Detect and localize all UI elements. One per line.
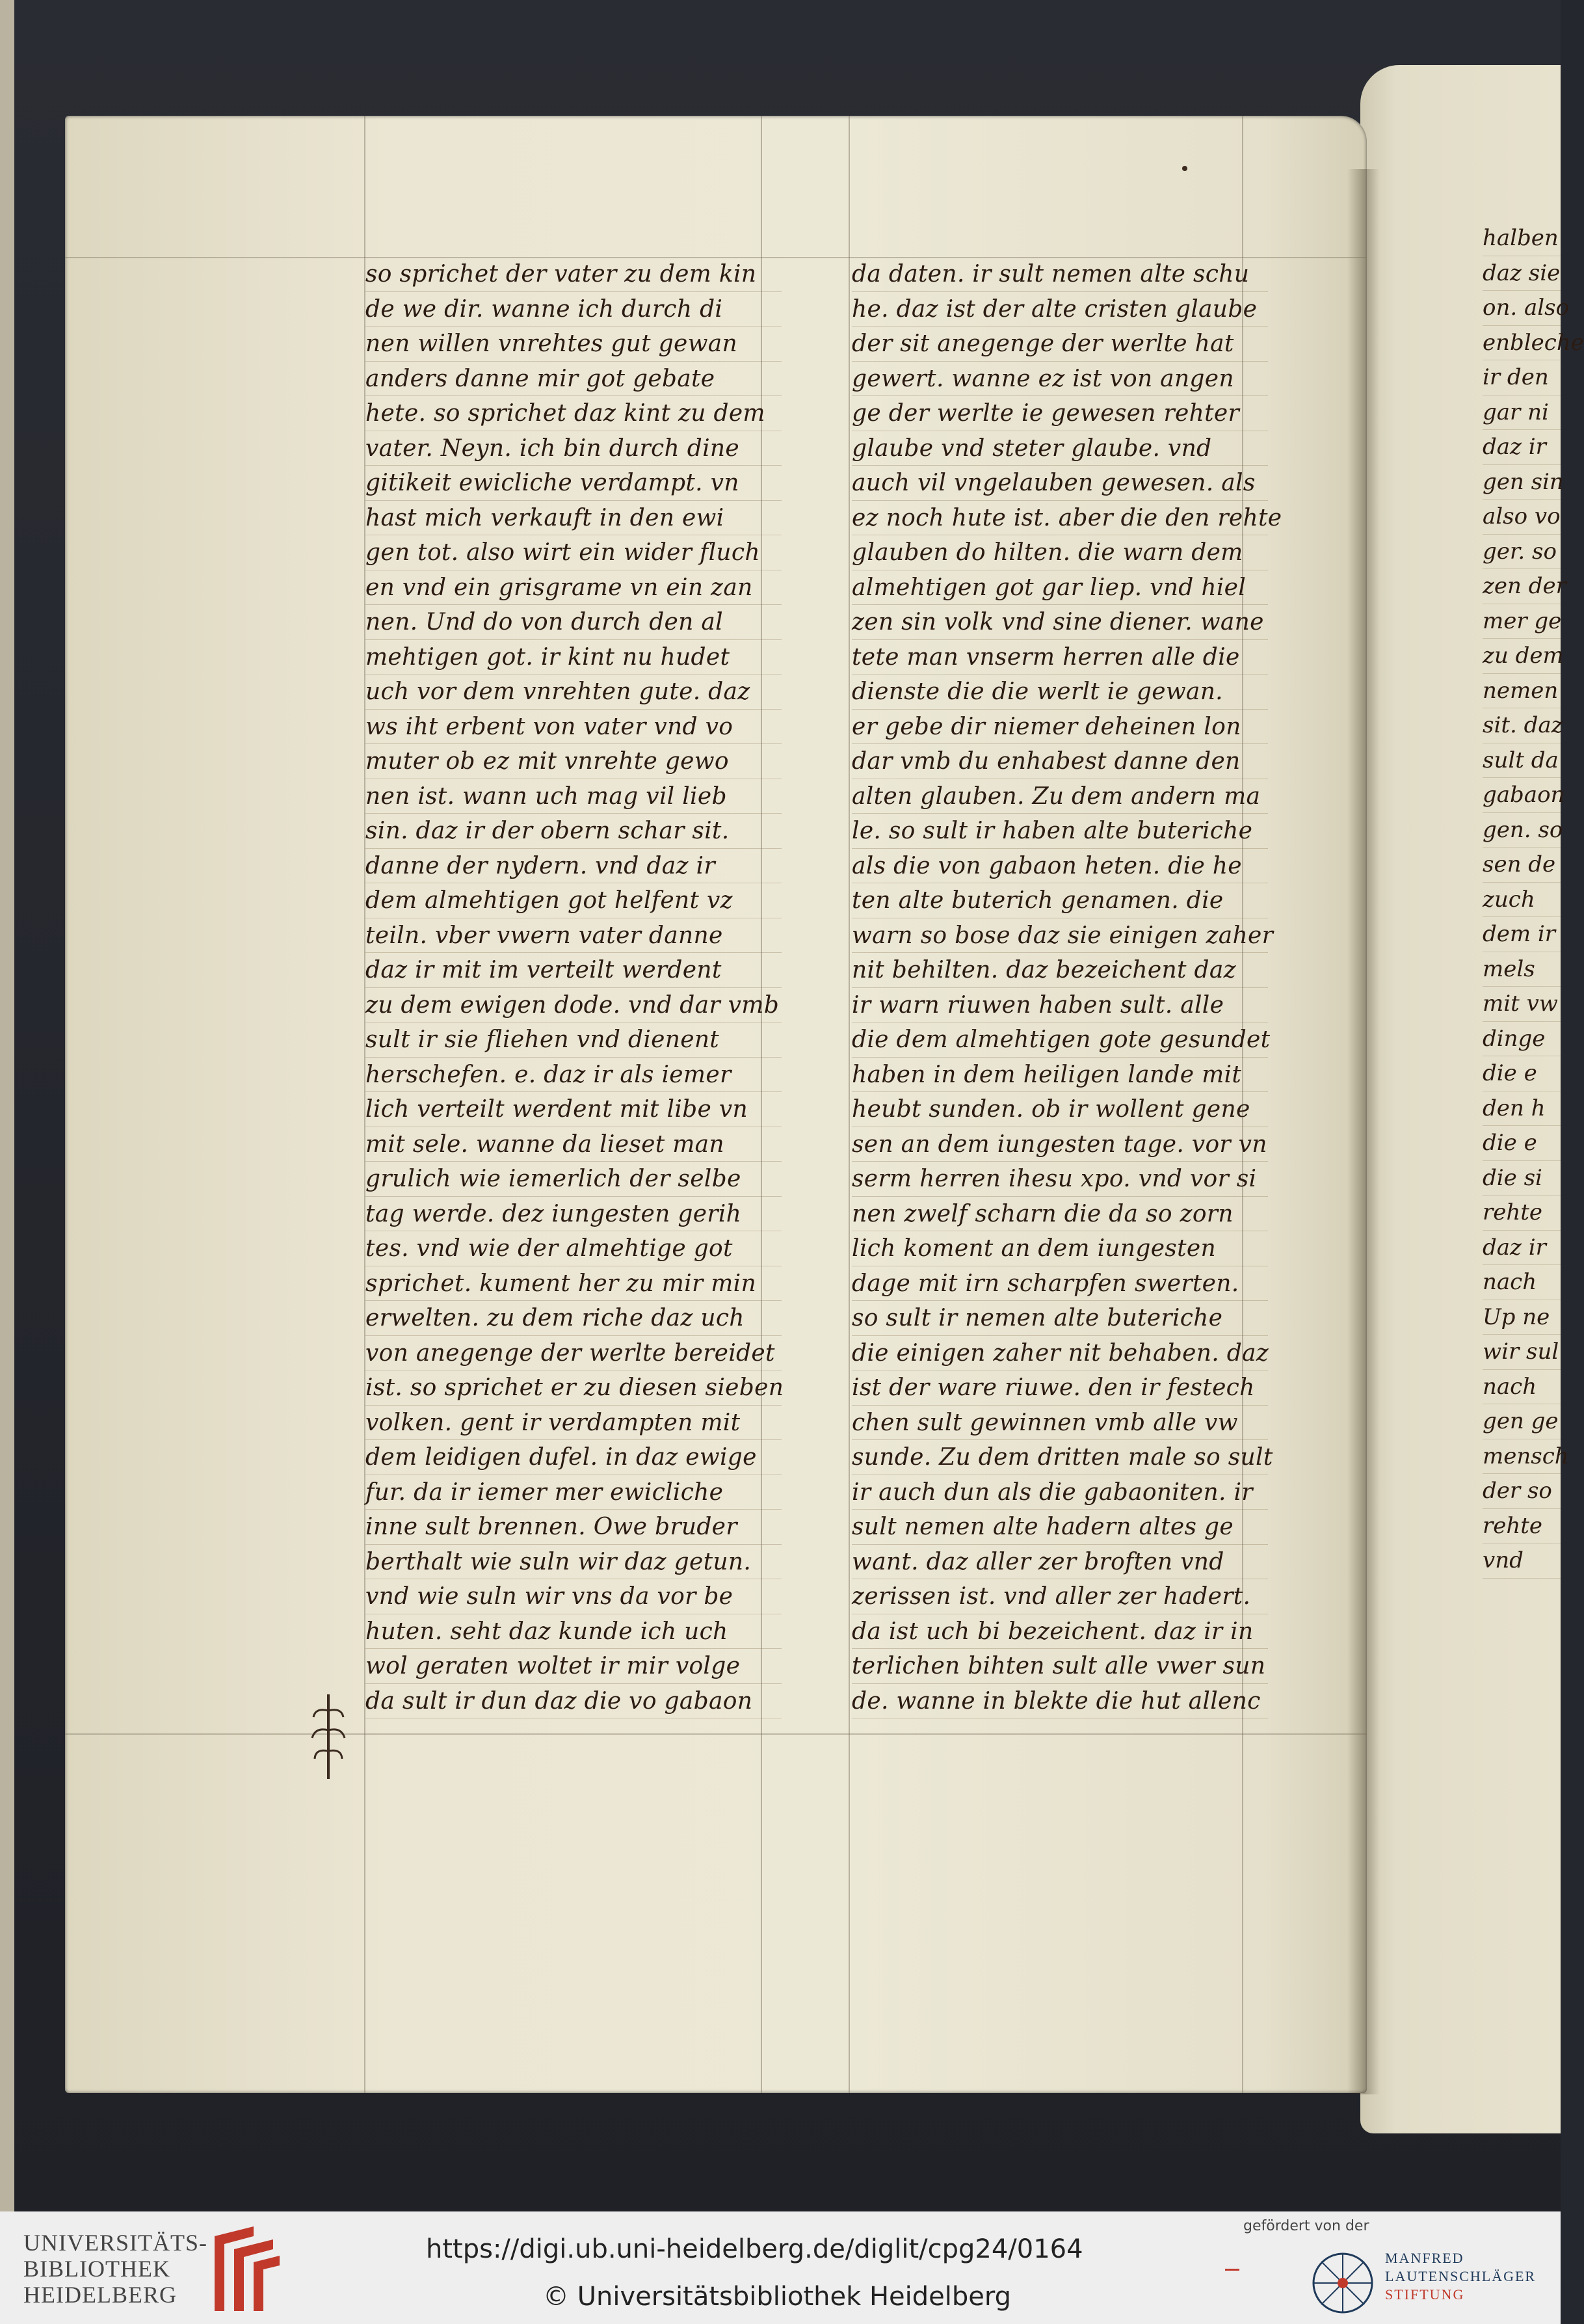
ruling-line <box>849 116 850 2093</box>
foundation-name <box>1385 2249 1536 2304</box>
manuscript-line: grulich wie iemerlich der selbe <box>365 1162 782 1197</box>
manuscript-line: erwelten. zu dem riche daz uch <box>365 1301 782 1336</box>
manuscript-line: dem ir <box>1483 917 1561 952</box>
manuscript-line: on. also <box>1483 291 1561 326</box>
manuscript-line: muter ob ez mit vnrehte gewo <box>365 744 782 779</box>
manuscript-line: inne sult brennen. Owe bruder <box>365 1510 782 1545</box>
text-column-right <box>852 257 1282 1718</box>
manuscript-line: terlichen bihten sult alle vwer sun <box>852 1649 1268 1684</box>
manuscript-line: er gebe dir niemer deheinen lon <box>852 710 1268 745</box>
manuscript-line: nen ist. wann uch mag vil lieb <box>365 779 782 814</box>
manuscript-line: da ist uch bi bezeichent. daz ir in <box>852 1614 1268 1650</box>
manuscript-line: gen sin <box>1483 465 1561 500</box>
book-edge <box>0 0 14 2211</box>
manuscript-line: sprichet. kument her zu mir min <box>365 1266 782 1302</box>
manuscript-line: als die von gabaon heten. die he <box>852 849 1268 884</box>
library-name-line: BIBLIOTHEK <box>23 2256 170 2282</box>
manuscript-line: zen sin volk vnd sine diener. wane <box>852 605 1268 640</box>
manuscript-line: danne der nydern. vnd daz ir <box>365 849 782 884</box>
manuscript-line: teiln. vber vwern vater danne <box>365 918 782 954</box>
manuscript-line: en vnd ein grisgrame vn ein zan <box>365 570 782 606</box>
manuscript-line: nen zwelf scharn die da so zorn <box>852 1197 1268 1232</box>
manuscript-line: gen. so <box>1483 813 1561 848</box>
manuscript-line: ir auch dun als die gabaoniten. ir <box>852 1475 1268 1510</box>
library-name-line: UNIVERSITÄTS- <box>23 2230 207 2256</box>
text-column-left <box>365 257 782 1718</box>
page-url-link[interactable]: https://digi.ub.uni-heidelberg.de/diglit/cpg24/0164 <box>426 2234 1083 2264</box>
manuscript-line: die einigen zaher nit behaben. daz <box>852 1336 1268 1371</box>
manuscript-line: also vo <box>1483 500 1561 535</box>
manuscript-line: die dem almehtigen gote gesundet <box>852 1022 1268 1058</box>
manuscript-line: ez noch hute ist. aber die den rehte <box>852 501 1268 536</box>
manuscript-line: nit behilten. daz bezeichent daz <box>852 953 1268 988</box>
manuscript-line: berthalt wie suln wir daz getun. <box>365 1545 782 1580</box>
manuscript-line: gar ni <box>1483 395 1561 431</box>
library-name-line: HEIDELBERG <box>23 2282 177 2308</box>
manuscript-line: sen an dem iungesten tage. vor vn <box>852 1127 1268 1162</box>
manuscript-line: sit. daz <box>1483 708 1561 743</box>
manuscript-line: mit sele. wanne da lieset man <box>365 1127 782 1162</box>
manuscript-line: gen ge <box>1483 1404 1561 1439</box>
manuscript-line: halben <box>1483 221 1561 256</box>
copyright-notice: © Universitätsbibliothek Heidelberg <box>543 2282 1012 2312</box>
manuscript-line: nemen <box>1483 674 1561 709</box>
foundation-name-line: MANFRED <box>1385 2250 1464 2266</box>
manuscript-line: de. wanne in blekte die hut allenc <box>852 1684 1268 1719</box>
manuscript-line: mensch <box>1483 1439 1561 1475</box>
manuscript-line: ge der werlte ie gewesen rehter <box>852 396 1268 431</box>
library-name <box>23 2230 207 2308</box>
manuscript-line: huten. seht daz kunde ich uch <box>365 1614 782 1650</box>
manuscript-line: ir den <box>1483 360 1561 395</box>
manuscript-line: mit vw <box>1483 987 1561 1022</box>
book-gutter <box>1347 169 1380 2094</box>
manuscript-line: dienste die die werlt ie gewan. <box>852 674 1268 710</box>
manuscript-line: hast mich verkauft in den ewi <box>365 501 782 536</box>
manuscript-line: ten alte buterich genamen. die <box>852 883 1268 918</box>
manuscript-line: daz ir mit im verteilt werdent <box>365 953 782 988</box>
viewer-footer <box>0 2211 1561 2324</box>
manuscript-line: zu dem <box>1483 639 1561 674</box>
manuscript-line: sen de <box>1483 848 1561 883</box>
manuscript-line: gen tot. also wirt ein wider fluch <box>365 535 782 570</box>
manuscript-line: so sult ir nemen alte buteriche <box>852 1301 1268 1336</box>
manuscript-line: uch vor dem vnrehten gute. daz <box>365 674 782 710</box>
manuscript-line: tete man vnserm herren alle die <box>852 640 1268 675</box>
manuscript-line: glauben do hilten. die warn dem <box>852 535 1268 570</box>
manuscript-line: mels <box>1483 952 1561 987</box>
manuscript-line: le. so sult ir haben alte buteriche <box>852 814 1268 849</box>
manuscript-line: daz sie <box>1483 256 1561 291</box>
manuscript-line: vater. Neyn. ich bin durch dine <box>365 431 782 466</box>
ink-spot <box>1182 166 1187 171</box>
manuscript-line: heubt sunden. ob ir wollent gene <box>852 1092 1268 1127</box>
manuscript-line: die e <box>1483 1056 1561 1091</box>
manuscript-line: nen. Und do von durch den al <box>365 605 782 640</box>
manuscript-line: so sprichet der vater zu dem kin <box>365 257 782 292</box>
manuscript-line: ws iht erbent von vater vnd vo <box>365 710 782 745</box>
manuscript-line: dem almehtigen got helfent vz <box>365 883 782 918</box>
manuscript-line: zen der <box>1483 569 1561 604</box>
manuscript-line: ir warn riuwen haben sult. alle <box>852 988 1268 1023</box>
manuscript-line: da sult ir dun daz die vo gabaon <box>365 1684 782 1719</box>
foundation-name-line: LAUTENSCHLÄGER <box>1385 2268 1537 2284</box>
manuscript-line: hete. so sprichet daz kint zu dem <box>365 396 782 431</box>
manuscript-line: rehte <box>1483 1509 1561 1544</box>
manuscript-line: zu dem ewigen dode. vnd dar vmb <box>365 988 782 1023</box>
manuscript-line: dar vmb du enhabest danne den <box>852 744 1268 779</box>
manuscript-line: mer ge <box>1483 604 1561 639</box>
manuscript-line: vnd <box>1483 1543 1561 1579</box>
manuscript-line: gewert. wanne ez ist von angen <box>852 362 1268 397</box>
manuscript-line: zerissen ist. vnd aller zer hadert. <box>852 1579 1268 1614</box>
funded-label: gefördert von der <box>1243 2218 1369 2234</box>
ruling-line <box>65 1733 1367 1735</box>
manuscript-line: daz ir <box>1483 1231 1561 1266</box>
manuscript-line: dem leidigen dufel. in daz ewige <box>365 1440 782 1475</box>
manuscript-line: vnd wie suln wir vns da vor be <box>365 1579 782 1614</box>
marginal-flourish-icon <box>306 1691 351 1782</box>
manuscript-line: daz ir <box>1483 430 1561 465</box>
manuscript-line: enbleche <box>1483 326 1561 361</box>
manuscript-line: serm herren ihesu xpo. vnd vor si <box>852 1162 1268 1197</box>
manuscript-line: ger. so <box>1483 535 1561 570</box>
foundation-logo-icon <box>1307 2247 1382 2319</box>
accent-dash <box>1225 2269 1239 2271</box>
manuscript-line: he. daz ist der alte cristen glaube <box>852 292 1268 327</box>
manuscript-line: sult ir sie fliehen vnd dienent <box>365 1022 782 1058</box>
manuscript-line: den h <box>1483 1091 1561 1127</box>
manuscript-line: de we dir. wanne ich durch di <box>365 292 782 327</box>
manuscript-line: gitikeit ewicliche verdampt. vn <box>365 466 782 501</box>
manuscript-line: nach <box>1483 1370 1561 1405</box>
manuscript-line: glaube vnd steter glaube. vnd <box>852 431 1268 466</box>
manuscript-line: wir sul <box>1483 1335 1561 1370</box>
manuscript-line: der so <box>1483 1474 1561 1509</box>
facing-page-text <box>1483 221 1584 1579</box>
manuscript-line: Up ne <box>1483 1300 1561 1335</box>
manuscript-line: von anegenge der werlte bereidet <box>365 1336 782 1371</box>
manuscript-line: zuch <box>1483 883 1561 918</box>
manuscript-line: mehtigen got. ir kint nu hudet <box>365 640 782 675</box>
manuscript-line: da daten. ir sult nemen alte schu <box>852 257 1268 292</box>
manuscript-line: lich koment an dem iungesten <box>852 1231 1268 1266</box>
manuscript-line: dinge <box>1483 1022 1561 1057</box>
manuscript-line: wol geraten woltet ir mir volge <box>365 1649 782 1684</box>
manuscript-line: nen willen vnrehtes gut gewan <box>365 327 782 362</box>
manuscript-line: nach <box>1483 1265 1561 1300</box>
manuscript-line: rehte <box>1483 1195 1561 1231</box>
manuscript-line: sult da <box>1483 743 1561 779</box>
manuscript-line: sin. daz ir der obern schar sit. <box>365 814 782 849</box>
manuscript-line: ist der ware riuwe. den ir festech <box>852 1370 1268 1406</box>
manuscript-line: auch vil vngelauben gewesen. als <box>852 466 1268 501</box>
manuscript-line: der sit anegenge der werlte hat <box>852 327 1268 362</box>
manuscript-line: haben in dem heiligen lande mit <box>852 1058 1268 1093</box>
manuscript-line: tag werde. dez iungesten gerih <box>365 1197 782 1232</box>
manuscript-line: sult nemen alte hadern altes ge <box>852 1510 1268 1545</box>
manuscript-line: die si <box>1483 1161 1561 1196</box>
manuscript-line: dage mit irn scharpfen swerten. <box>852 1266 1268 1302</box>
manuscript-line: die e <box>1483 1126 1561 1161</box>
manuscript-line: volken. gent ir verdampten mit <box>365 1406 782 1441</box>
manuscript-line: warn so bose daz sie einigen zaher <box>852 918 1268 954</box>
manuscript-line: lich verteilt werdent mit libe vn <box>365 1092 782 1127</box>
manuscript-line: gabaon <box>1483 778 1561 813</box>
manuscript-line: alten glauben. Zu dem andern ma <box>852 779 1268 814</box>
manuscript-line: fur. da ir iemer mer ewicliche <box>365 1475 782 1510</box>
foundation-name-line: STIFTUNG <box>1385 2286 1465 2303</box>
manuscript-line: tes. vnd wie der almehtige got <box>365 1231 782 1266</box>
manuscript-line: sunde. Zu dem dritten male so sult <box>852 1440 1268 1475</box>
manuscript-line: anders danne mir got gebate <box>365 362 782 397</box>
manuscript-line: almehtigen got gar liep. vnd hiel <box>852 570 1268 606</box>
manuscript-line: want. daz aller zer broften vnd <box>852 1545 1268 1580</box>
manuscript-line: herschefen. e. daz ir als iemer <box>365 1058 782 1093</box>
manuscript-line: chen sult gewinnen vmb alle vw <box>852 1406 1268 1441</box>
manuscript-line: ist. so sprichet er zu diesen sieben <box>365 1370 782 1406</box>
library-logo-icon <box>208 2223 286 2314</box>
